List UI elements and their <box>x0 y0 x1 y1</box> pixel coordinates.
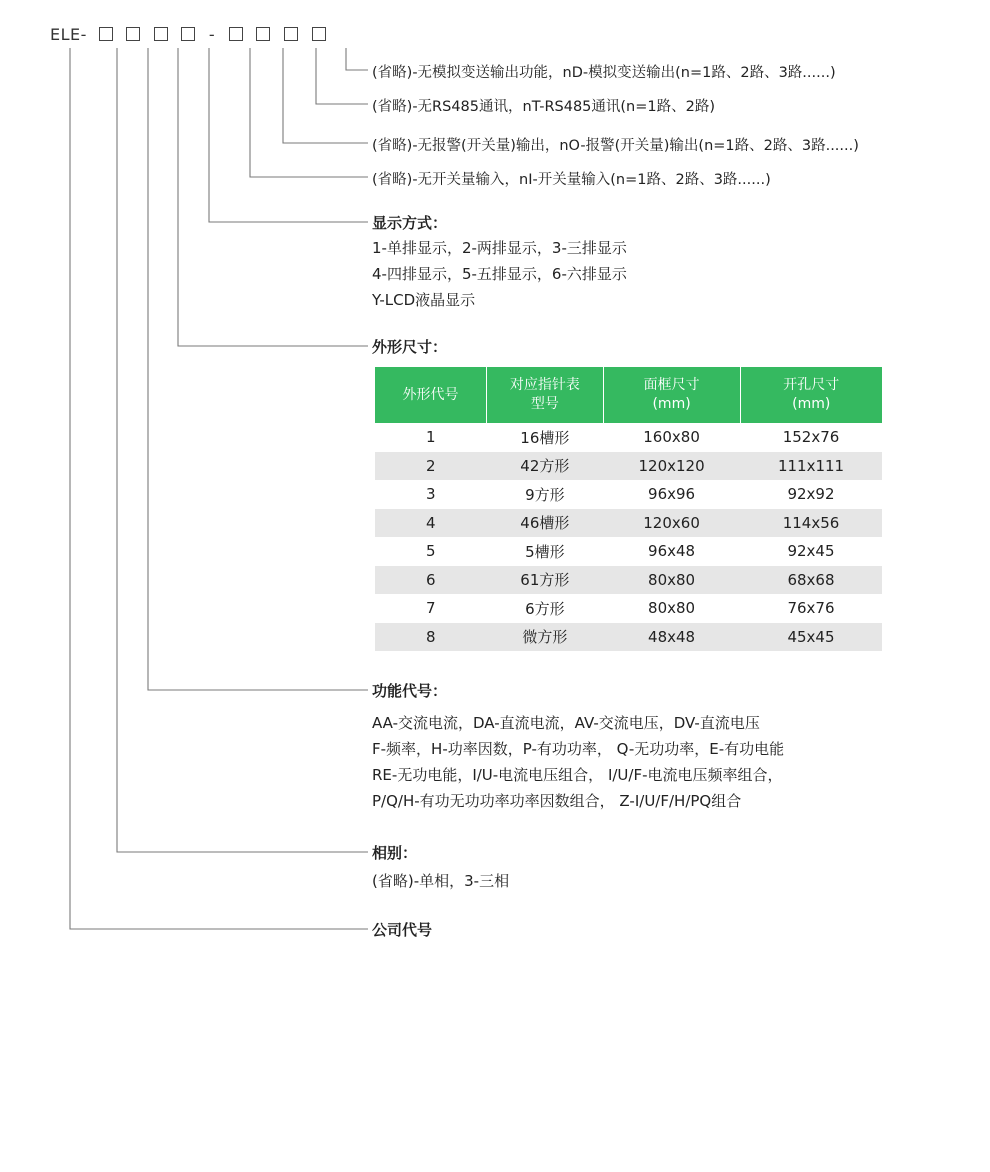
function-heading: 功能代号： <box>372 682 448 700</box>
code-box-display <box>181 27 195 41</box>
table-cell: 2 <box>375 452 487 481</box>
table-cell: 120x120 <box>603 452 740 481</box>
table-cell: 7 <box>375 594 487 623</box>
table-cell: 68x68 <box>740 566 882 595</box>
table-row <box>375 423 882 452</box>
leader-line-input <box>250 48 368 177</box>
table-cell: 3 <box>375 480 487 509</box>
table-cell: 76x76 <box>740 594 882 623</box>
leader-line-comm <box>316 48 368 104</box>
code-box-input <box>229 27 243 41</box>
table-cell: 6方形 <box>487 594 604 623</box>
table-header-label: 外形代号 <box>402 386 459 403</box>
leader-line-phase <box>117 48 368 852</box>
function-line: F-频率，H-功率因数，P-有功功率， Q-无功功率，E-有功电能 <box>372 740 785 758</box>
table-row <box>375 623 882 652</box>
code-box-shape <box>154 27 168 41</box>
shape-table <box>375 367 882 651</box>
table-cell: 4 <box>375 509 487 538</box>
leader-line-company <box>70 48 368 929</box>
function-line: P/Q/H-有功无功功率功率因数组合， Z-I/U/F/H/PQ组合 <box>372 792 742 810</box>
option-input: (省略)-无开关量输入，nI-开关量输入(n=1路、2路、3路......) <box>372 172 771 188</box>
table-header-label: 面框尺寸 <box>643 377 700 393</box>
table-header-row <box>375 367 882 423</box>
code-box-output <box>312 27 326 41</box>
table-header-label: 对应指针表 <box>509 377 580 393</box>
table-cell: 48x48 <box>603 623 740 652</box>
table-cell: 160x80 <box>603 423 740 452</box>
table-cell: 96x96 <box>603 480 740 509</box>
leader-line-alarm <box>283 48 368 143</box>
function-line: AA-交流电流，DA-直流电流，AV-交流电压，DV-直流电压 <box>372 714 760 732</box>
table-header-label: 开孔尺寸 <box>783 377 840 393</box>
table-cell: 5 <box>375 537 487 566</box>
option-alarm: (省略)-无报警(开关量)输出，nO-报警(开关量)输出(n=1路、2路、3路......) <box>372 138 859 154</box>
code-separator: - <box>208 25 216 44</box>
function-line: RE-无功电能，I/U-电流电压组合， I/U/F-电流电压频率组合， <box>372 766 783 784</box>
code-box-phase <box>99 27 113 41</box>
table-cell: 45x45 <box>740 623 882 652</box>
table-cell: 46槽形 <box>487 509 604 538</box>
code-box-alarm <box>256 27 270 41</box>
table-row <box>375 480 882 509</box>
leader-line-output <box>346 48 368 70</box>
table-cell: 92x45 <box>740 537 882 566</box>
table-header-label: (mm) <box>792 396 831 412</box>
table-cell: 152x76 <box>740 423 882 452</box>
table-cell: 42方形 <box>487 452 604 481</box>
table-cell: 111x111 <box>740 452 882 481</box>
table-header-cell <box>487 367 604 423</box>
display-line: Y-LCD液晶显示 <box>372 291 476 309</box>
option-comm: (省略)-无RS485通讯，nT-RS485通讯(n=1路、2路) <box>372 99 716 115</box>
display-line: 4-四排显示，5-五排显示，6-六排显示 <box>372 265 627 283</box>
display-line: 1-单排显示，2-两排显示，3-三排显示 <box>372 239 627 257</box>
table-cell: 5槽形 <box>487 537 604 566</box>
shape-heading: 外形尺寸： <box>372 338 448 356</box>
phase-line: (省略)-单相，3-三相 <box>372 872 510 890</box>
phase-heading: 相别： <box>372 844 418 862</box>
table-cell: 9方形 <box>487 480 604 509</box>
model-code <box>50 24 334 44</box>
table-row <box>375 594 882 623</box>
table-cell: 96x48 <box>603 537 740 566</box>
table-cell: 1 <box>375 423 487 452</box>
leader-line-display <box>209 48 368 222</box>
table-cell: 114x56 <box>740 509 882 538</box>
table-cell: 120x60 <box>603 509 740 538</box>
table-row <box>375 566 882 595</box>
leader-line-shape <box>178 48 368 346</box>
table-header-label: 型号 <box>530 396 559 412</box>
table-cell: 61方形 <box>487 566 604 595</box>
display-heading: 显示方式： <box>372 214 448 232</box>
table-row <box>375 537 882 566</box>
display-list <box>372 235 627 313</box>
table-header-cell <box>740 367 882 423</box>
table-row <box>375 509 882 538</box>
table-cell: 微方形 <box>487 623 604 652</box>
table-cell: 6 <box>375 566 487 595</box>
table-cell: 80x80 <box>603 566 740 595</box>
table-cell: 80x80 <box>603 594 740 623</box>
table-header-label: (mm) <box>652 396 691 412</box>
table-header-cell <box>603 367 740 423</box>
table-cell: 92x92 <box>740 480 882 509</box>
code-box-comm <box>284 27 298 41</box>
table-row <box>375 452 882 481</box>
table-cell: 16槽形 <box>487 423 604 452</box>
table-cell: 8 <box>375 623 487 652</box>
company-heading: 公司代号 <box>372 921 433 939</box>
function-list <box>372 710 784 814</box>
code-box-function <box>126 27 140 41</box>
option-output: (省略)-无模拟变送输出功能，nD-模拟变送输出(n=1路、2路、3路......) <box>372 65 836 81</box>
leader-line-function <box>148 48 368 690</box>
table-header-cell <box>375 367 487 423</box>
code-prefix: ELE- <box>50 25 87 44</box>
